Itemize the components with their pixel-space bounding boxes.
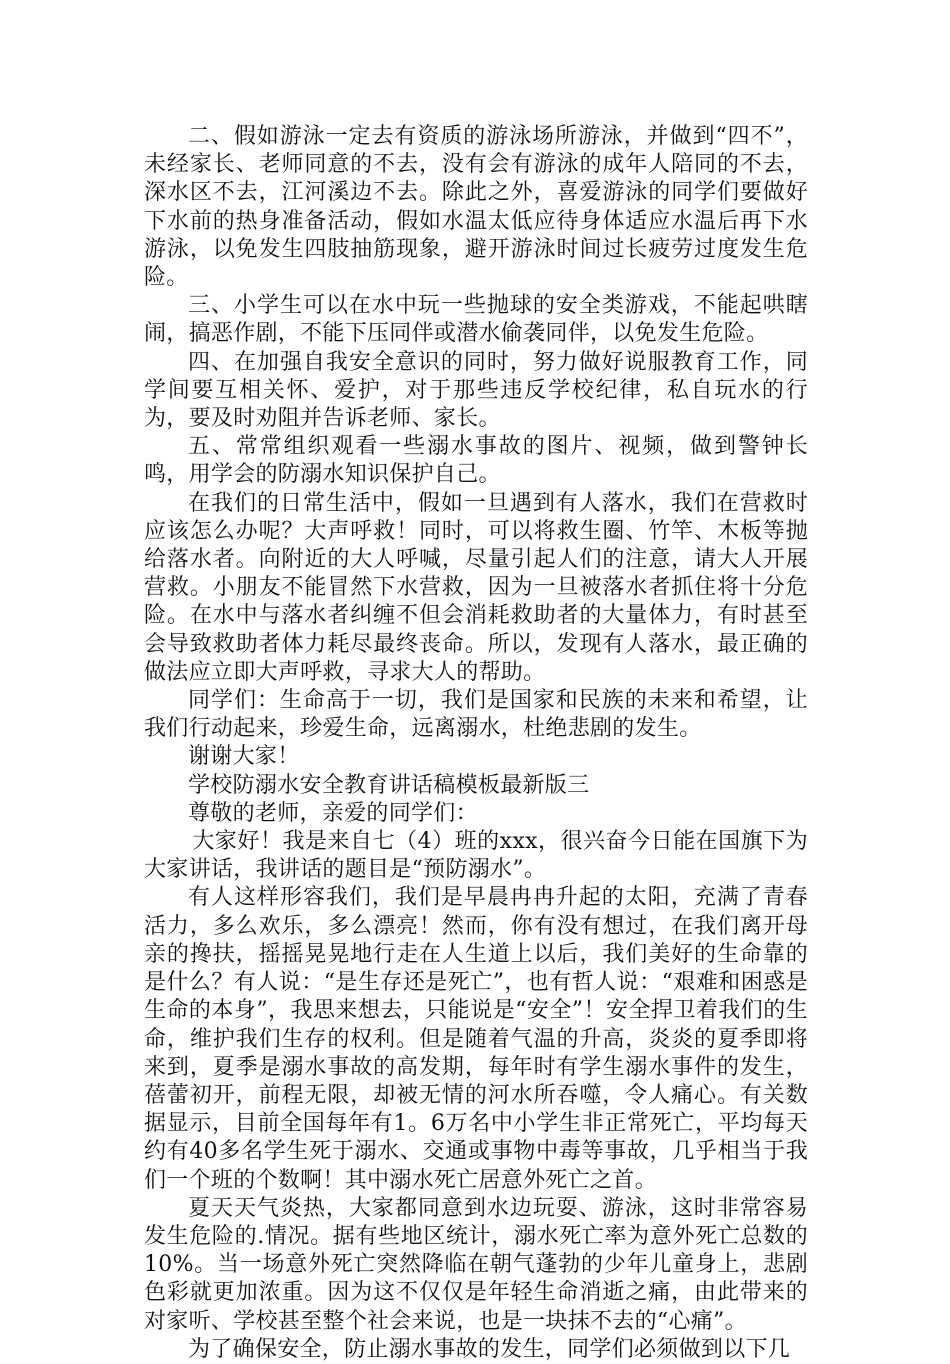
paragraph-rule-five: 五、常常组织观看一些溺水事故的图片、视频，做到警钟长鸣，用学会的防溺水知识保护自己。 (144, 434, 808, 488)
paragraph-safety-importance: 有人这样形容我们，我们是早晨冉冉升起的太阳，充满了青春活力，多么欢乐，多么漂亮！然而，你有没有想过，在我们离开母亲的搀扶，摇摇晃晃地行走在人生道上以后，我们美好的生命靠的是什么？有人说：“是生存还是死亡”，也有哲人说：“艰难和困惑是生命的本身”，我思来想去，只能说是“安全”！安全捍卫着我们的生命，维护我们生存的权利。但是随着气温的升高，炎炎的夏季即将来到，夏季是溺水事故的高发期，每年时有学生溺水事件的发生，蓓蕾初开，前程无限，却被无情的河水所吞噬，令人痛心。有关数据显示，目前全国每年有1。6万名中小学生非正常死亡，平均每天约有40多名学生死于溺水、交通或事物中毒等事故，几乎相当于我们一个班的个数啊！其中溺水死亡居意外死亡之首。 (144, 885, 808, 1193)
paragraph-rescue: 在我们的日常生活中，假如一旦遇到有人落水，我们在营救时应该怎么办呢？大声呼救！同时，可以将救生圈、竹竿、木板等抛给落水者。向附近的大人呼喊，尽量引起人们的注意，请大人开展营救。小朋友不能冒然下水营救，因为一旦被落水者抓住将十分危险。在水中与落水者纠缠不但会消耗救助者的大量体力，有时甚至会导致救助者体力耗尽最终丧命。所以，发现有人落水，最正确的做法应立即大声呼救，寻求大人的帮助。 (144, 490, 808, 685)
paragraph-rule-two: 二、假如游泳一定去有资质的游泳场所游泳，并做到“四不”，未经家长、老师同意的不去，没有会有游泳的成年人陪同的不去，深水区不去，江河溪边不去。除此之外，喜爱游泳的同学们要做好下水前的热身准备活动，假如水温太低应待身体适应水温后再下水游泳，以免发生四肢抽筋现象，避开游泳时间过长疲劳过度发生危险。 (144, 124, 808, 291)
salutation: 尊敬的老师，亲爱的同学们： (188, 800, 478, 826)
paragraph-greeting: 大家好！我是来自七（4）班的xxx，很兴奋今日能在国旗下为大家讲话，我讲话的题目是“预防溺水”。 (144, 829, 808, 883)
paragraph-precautions: 为了确保安全，防止溺水事故的发生，同学们必须做到以下几 (188, 1336, 791, 1362)
paragraph-rule-three: 三、小学生可以在水中玩一些抛球的安全类游戏，不能起哄瞎闹，搞恶作剧，不能下压同伴或潜水偷袭同伴，以免发生危险。 (144, 293, 808, 347)
paragraph-summer-risk: 夏天天气炎热，大家都同意到水边玩耍、游泳，这时非常容易发生危险的.情况。据有些地区统计，溺水死亡率为意外死亡总数的10%。当一场意外死亡突然降临在朝气蓬勃的少年儿童身上，悲剧色彩就更加浓重。因为这不仅仅是年轻生命消逝之痛，由此带来的对家听、学校甚至整个社会来说，也是一块抹不去的“心痛”。 (144, 1195, 808, 1334)
section-title: 学校防溺水安全教育讲话稿模板最新版三 (188, 772, 590, 798)
paragraph-call-to-action: 同学们：生命高于一切，我们是国家和民族的未来和希望，让我们行动起来，珍爱生命，远离溺水，杜绝悲剧的发生。 (144, 688, 808, 742)
paragraph-thanks: 谢谢大家！ (188, 744, 300, 770)
document-body (144, 123, 808, 1364)
paragraph-rule-four: 四、在加强自我安全意识的同时，努力做好说服教育工作，同学间要互相关怀、爱护，对于那些违反学校纪律，私自玩水的行为，要及时劝阻并告诉老师、家长。 (144, 349, 808, 432)
